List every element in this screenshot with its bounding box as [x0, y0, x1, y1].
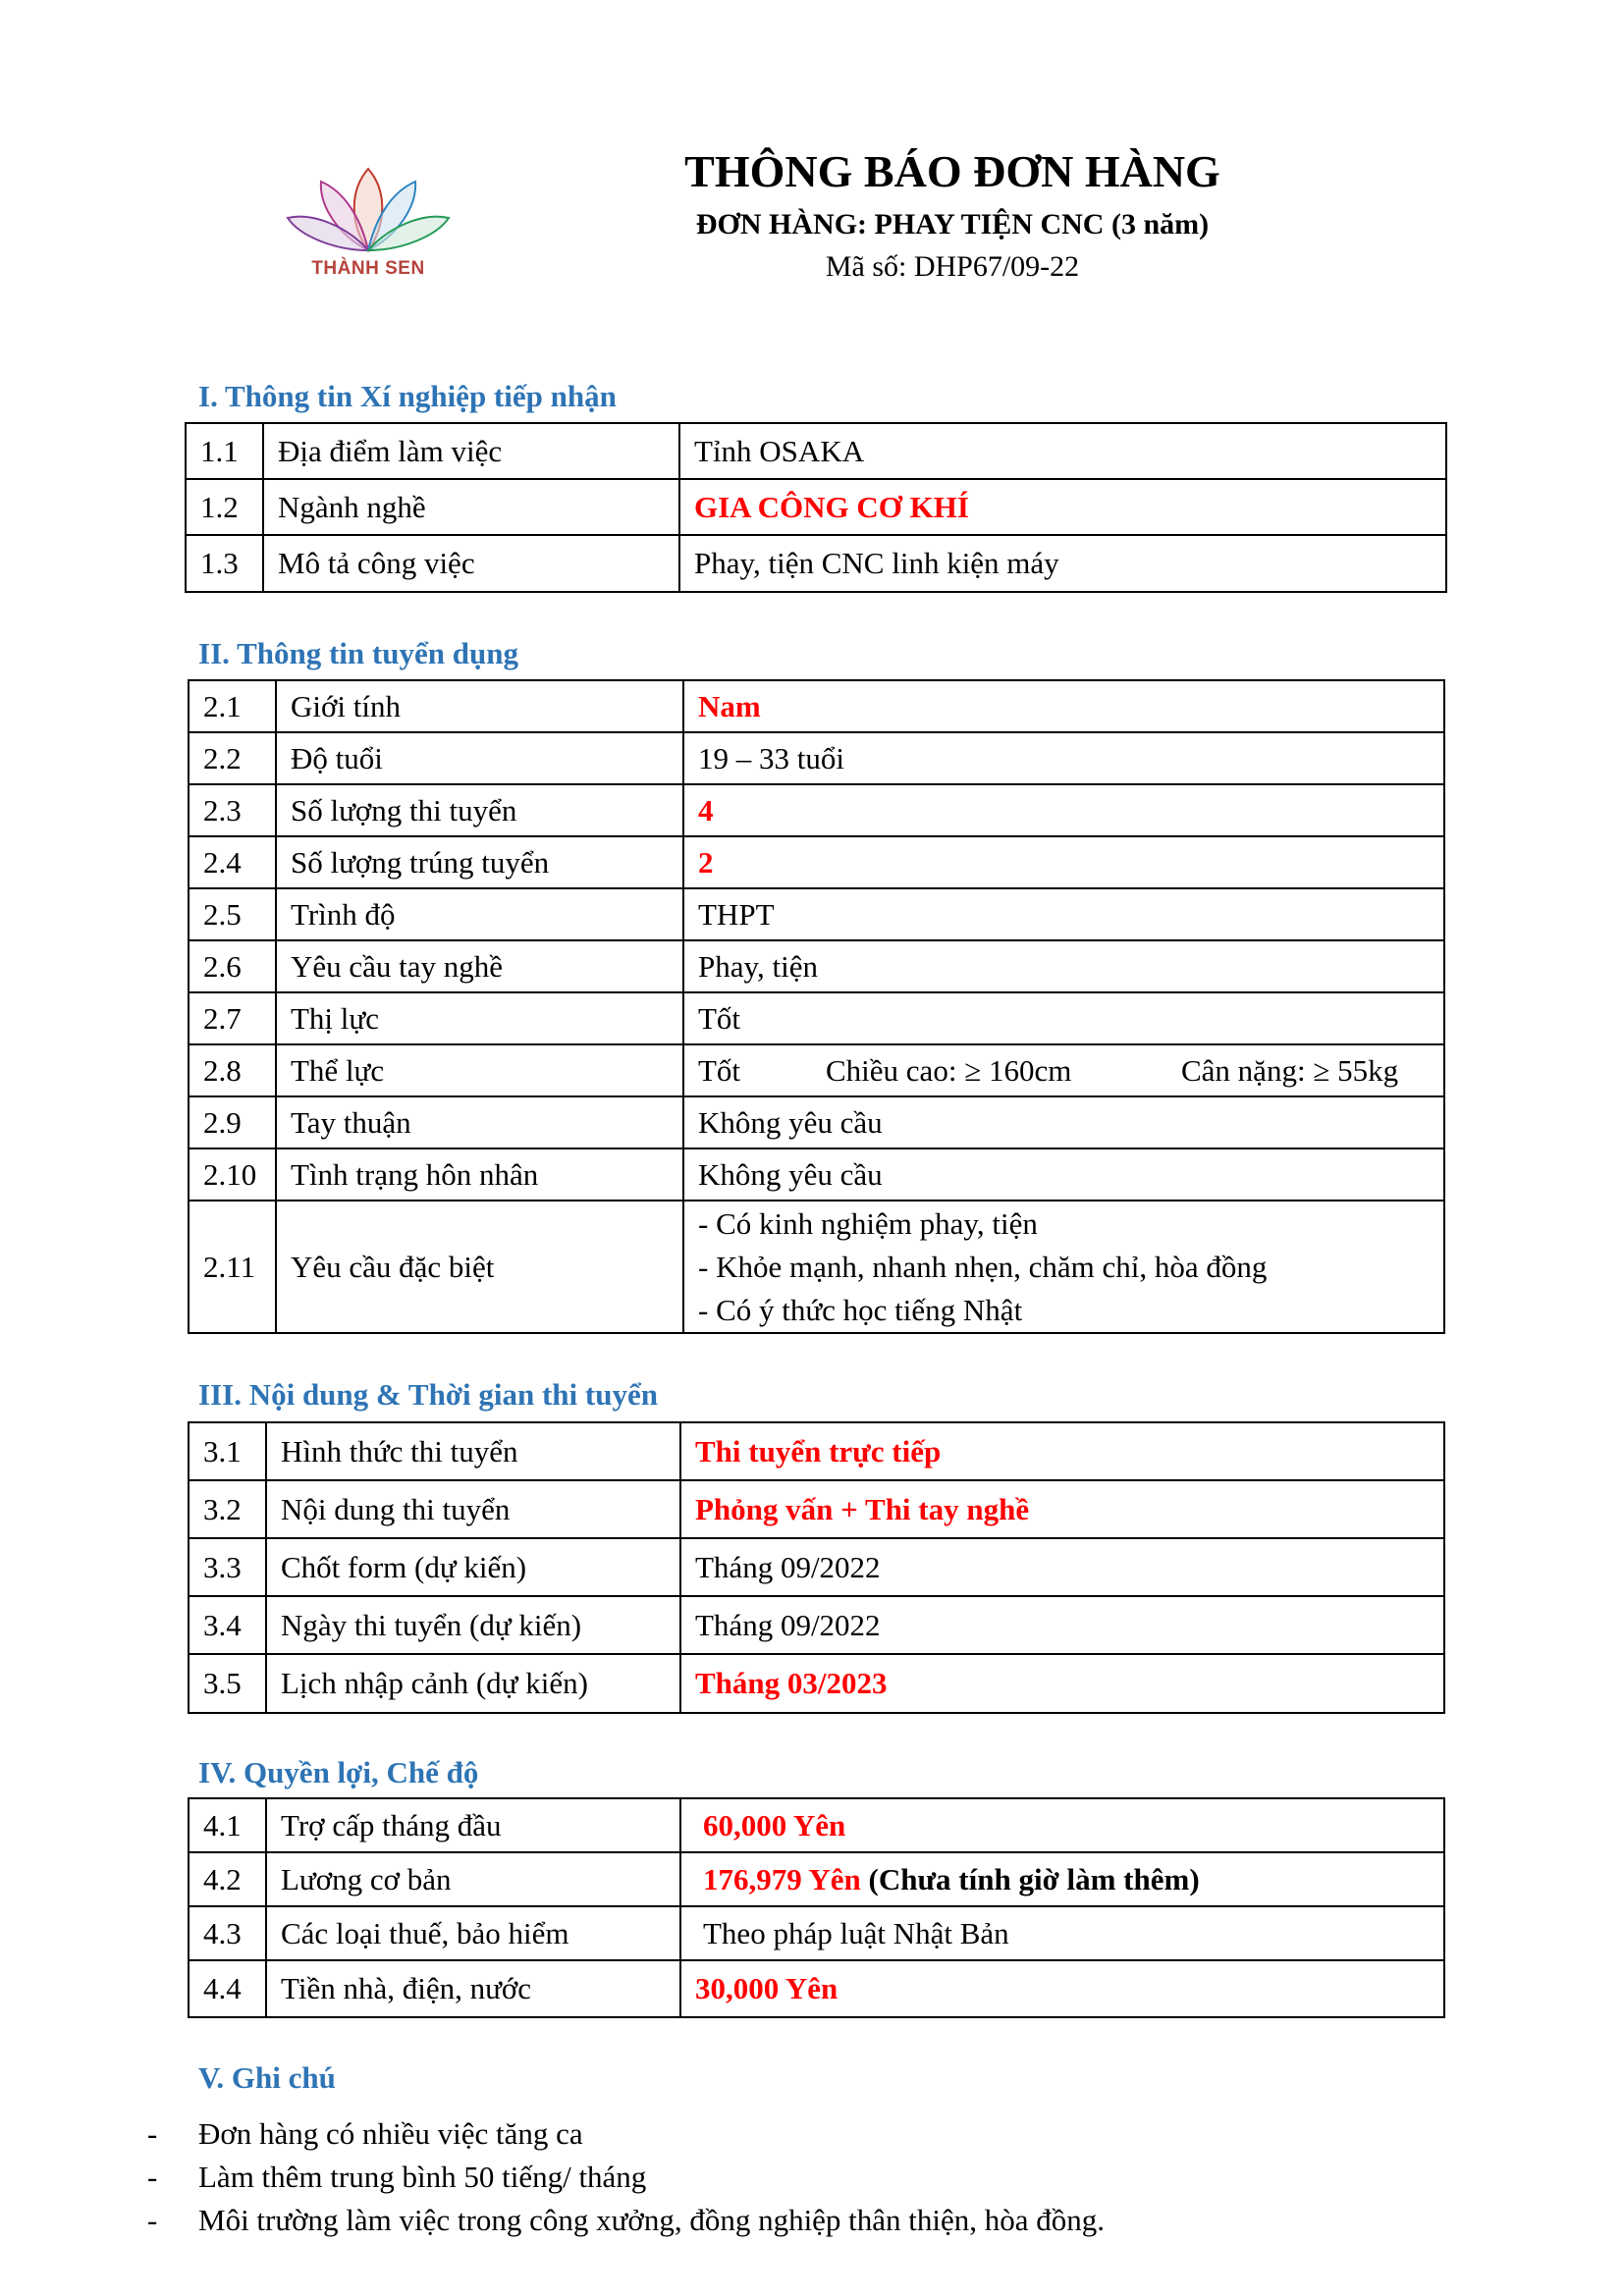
note-text: Làm thêm trung bình 50 tiếng/ tháng	[198, 2160, 647, 2194]
row-number: 3.1	[189, 1422, 266, 1480]
table-row	[189, 1148, 1444, 1201]
row-value	[683, 1201, 1444, 1333]
table-row	[189, 1960, 1444, 2017]
table-row	[189, 1654, 1444, 1713]
row-value: Phay, tiện	[683, 940, 1444, 992]
row-label: Lịch nhập cảnh (dự kiến)	[266, 1654, 680, 1713]
row-number: 2.10	[189, 1148, 276, 1201]
row-number: 2.1	[189, 680, 276, 732]
row-label: Trợ cấp tháng đầu	[266, 1798, 680, 1852]
row-number: 2.8	[189, 1044, 276, 1096]
section1-table	[185, 422, 1447, 593]
table-row	[189, 940, 1444, 992]
row-number: 2.11	[189, 1201, 276, 1333]
list-item: - Đơn hàng có nhiều việc tăng ca	[147, 2116, 583, 2151]
section3-heading: III. Nội dung & Thời gian thi tuyển	[198, 1377, 658, 1412]
row-value: Phỏng vấn + Thi tay nghề	[680, 1480, 1444, 1538]
row-value: Tháng 09/2022	[680, 1538, 1444, 1596]
table-row	[189, 1798, 1444, 1852]
row-number: 4.3	[189, 1906, 266, 1960]
row-value: Tháng 03/2023	[680, 1654, 1444, 1713]
page-title: THÔNG BÁO ĐƠN HÀNG	[684, 146, 1220, 196]
table-row	[186, 479, 1446, 535]
table-row	[189, 1538, 1444, 1596]
lotus-icon	[280, 157, 457, 260]
row-label: Số lượng thi tuyển	[276, 784, 683, 836]
note-text: Môi trường làm việc trong công xưởng, đồng nghiệp thân thiện, hòa đồng.	[198, 2203, 1106, 2237]
table-row	[189, 888, 1444, 940]
special-requirement-line: - Khỏe mạnh, nhanh nhẹn, chăm chỉ, hòa đồng	[698, 1249, 1268, 1284]
row-label: Trình độ	[276, 888, 683, 940]
row-value	[680, 1852, 1444, 1906]
row-label: Hình thức thi tuyển	[266, 1422, 680, 1480]
row-value: Phay, tiện CNC linh kiện máy	[679, 535, 1446, 592]
row-label: Tay thuận	[276, 1096, 683, 1148]
row-value: Thi tuyển trực tiếp	[680, 1422, 1444, 1480]
row-number: 2.4	[189, 836, 276, 888]
salary-note: (Chưa tính giờ làm thêm)	[860, 1861, 1200, 1896]
row-label: Ngành nghề	[263, 479, 679, 535]
row-value: 60,000 Yên	[680, 1798, 1444, 1852]
row-value: Không yêu cầu	[683, 1148, 1444, 1201]
row-number: 3.3	[189, 1538, 266, 1596]
row-number: 4.4	[189, 1960, 266, 2017]
row-value: Tốt	[683, 992, 1444, 1044]
table-row	[189, 680, 1444, 732]
list-item: - Môi trường làm việc trong công xưởng, đồng nghiệp thân thiện, hòa đồng.	[147, 2203, 1106, 2237]
table-row	[189, 1852, 1444, 1906]
table-row	[189, 784, 1444, 836]
notes-list	[147, 2112, 1105, 2242]
row-number: 2.7	[189, 992, 276, 1044]
row-label: Địa điểm làm việc	[263, 423, 679, 479]
row-value: 2	[683, 836, 1444, 888]
row-number: 3.4	[189, 1596, 266, 1654]
table-row	[186, 535, 1446, 592]
row-number: 2.5	[189, 888, 276, 940]
row-number: 2.6	[189, 940, 276, 992]
row-label: Yêu cầu đặc biệt	[276, 1201, 683, 1333]
table-row	[189, 1596, 1444, 1654]
row-number: 2.2	[189, 732, 276, 784]
row-number: 4.1	[189, 1798, 266, 1852]
row-value: 30,000 Yên	[680, 1960, 1444, 2017]
table-row	[189, 732, 1444, 784]
section2-heading: II. Thông tin tuyển dụng	[198, 636, 518, 670]
row-value: Theo pháp luật Nhật Bản	[680, 1906, 1444, 1960]
row-label: Giới tính	[276, 680, 683, 732]
row-number: 3.5	[189, 1654, 266, 1713]
special-requirement-line: - Có ý thức học tiếng Nhật	[698, 1292, 1023, 1327]
section4-heading: IV. Quyền lợi, Chế độ	[198, 1755, 479, 1789]
row-value: Không yêu cầu	[683, 1096, 1444, 1148]
weight-requirement: Cân nặng: ≥ 55kg	[1181, 1052, 1399, 1088]
section2-table	[188, 679, 1445, 1334]
row-value: Tháng 09/2022	[680, 1596, 1444, 1654]
height-requirement: Chiều cao: ≥ 160cm	[826, 1052, 1072, 1088]
row-value: 4	[683, 784, 1444, 836]
row-label: Tình trạng hôn nhân	[276, 1148, 683, 1201]
row-label: Độ tuổi	[276, 732, 683, 784]
section5-heading: V. Ghi chú	[198, 2060, 336, 2095]
order-code: Mã số: DHP67/09-22	[825, 250, 1080, 283]
row-number: 2.3	[189, 784, 276, 836]
list-item: - Làm thêm trung bình 50 tiếng/ tháng	[147, 2160, 647, 2194]
row-label: Lương cơ bản	[266, 1852, 680, 1906]
row-number: 1.2	[186, 479, 263, 535]
table-row	[189, 1906, 1444, 1960]
table-row	[189, 1480, 1444, 1538]
table-row	[189, 836, 1444, 888]
row-label: Thể lực	[276, 1044, 683, 1096]
row-label: Tiền nhà, điện, nước	[266, 1960, 680, 2017]
table-row	[186, 423, 1446, 479]
row-number: 1.1	[186, 423, 263, 479]
row-label: Ngày thi tuyển (dự kiến)	[266, 1596, 680, 1654]
row-value: GIA CÔNG CƠ KHÍ	[679, 479, 1446, 535]
salary-value: 176,979 Yên	[703, 1861, 861, 1896]
row-value	[683, 1044, 1444, 1096]
row-label: Yêu cầu tay nghề	[276, 940, 683, 992]
special-requirement-line: - Có kinh nghiệm phay, tiện	[698, 1205, 1038, 1241]
row-value: Nam	[683, 680, 1444, 732]
fitness-value: Tốt	[698, 1052, 741, 1088]
row-number: 3.2	[189, 1480, 266, 1538]
note-text: Đơn hàng có nhiều việc tăng ca	[198, 2116, 583, 2151]
row-label: Nội dung thi tuyển	[266, 1480, 680, 1538]
row-number: 1.3	[186, 535, 263, 592]
section4-table	[188, 1797, 1445, 2018]
section1-heading: I. Thông tin Xí nghiệp tiếp nhận	[198, 379, 617, 413]
company-logo	[280, 157, 457, 285]
row-label: Số lượng trúng tuyển	[276, 836, 683, 888]
table-row	[189, 992, 1444, 1044]
table-row	[189, 1096, 1444, 1148]
row-value: THPT	[683, 888, 1444, 940]
row-label: Mô tả công việc	[263, 535, 679, 592]
row-label: Các loại thuế, bảo hiểm	[266, 1906, 680, 1960]
row-number: 4.2	[189, 1852, 266, 1906]
table-row	[189, 1422, 1444, 1480]
order-subtitle: ĐƠN HÀNG: PHAY TIỆN CNC (3 năm)	[695, 208, 1210, 240]
row-label: Chốt form (dự kiến)	[266, 1538, 680, 1596]
section3-table	[188, 1421, 1445, 1714]
row-label: Thị lực	[276, 992, 683, 1044]
table-row	[189, 1201, 1444, 1333]
row-value: 19 – 33 tuổi	[683, 732, 1444, 784]
row-value: Tỉnh OSAKA	[679, 423, 1446, 479]
table-row	[189, 1044, 1444, 1096]
logo-text: THÀNH SEN	[311, 258, 425, 279]
row-number: 2.9	[189, 1096, 276, 1148]
